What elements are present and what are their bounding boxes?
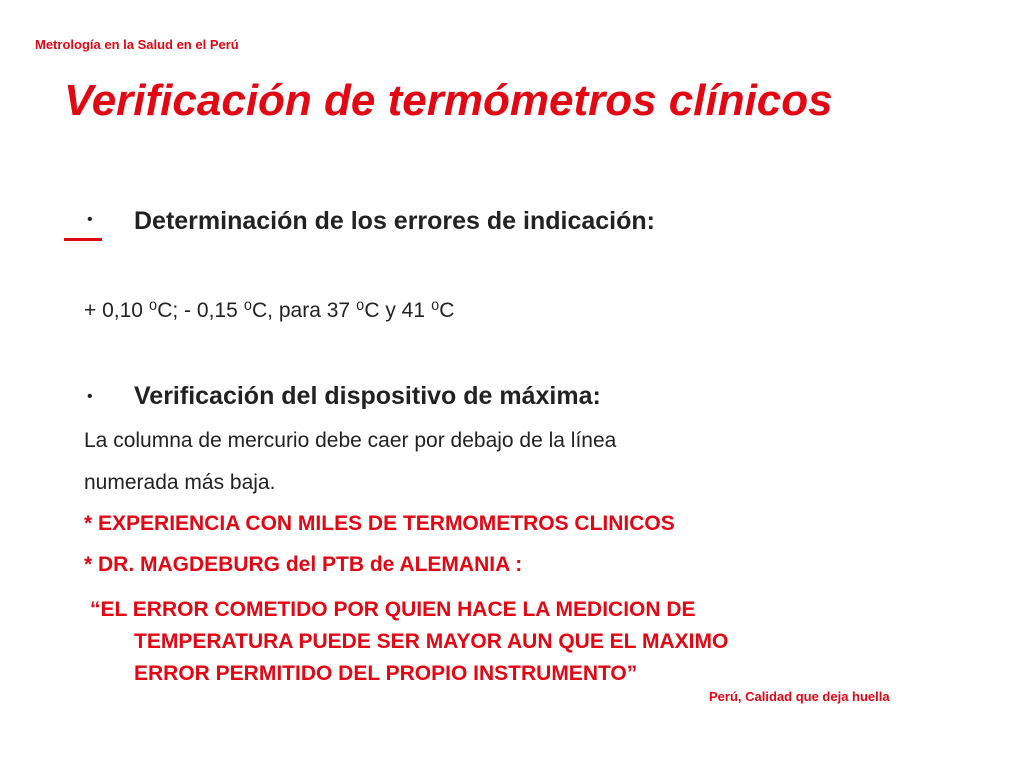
highlight-experience: * EXPERIENCIA CON MILES DE TERMOMETROS CLINICOS <box>84 512 675 535</box>
slide-title: Verificación de termómetros clínicos <box>64 76 833 125</box>
bullet-dot-icon: • <box>87 211 93 228</box>
description-line: La columna de mercurio debe caer por debajo de la línea <box>84 429 617 452</box>
errors-values-line: + 0,10 ⁰C; - 0,15 ⁰C, para 37 ⁰C y 41 ⁰C <box>84 299 455 322</box>
bullet-heading-maximum-device: Verificación del dispositivo de máxima: <box>134 382 601 410</box>
quote-block <box>90 594 850 690</box>
quote-line: “EL ERROR COMETIDO POR QUIEN HACE LA MEDICION DE <box>90 598 696 621</box>
description-line: numerada más baja. <box>84 471 276 494</box>
bullet-dot-icon: • <box>87 388 93 405</box>
underline-mark <box>64 238 102 241</box>
highlight-magdeburg: * DR. MAGDEBURG del PTB de ALEMANIA : <box>84 553 523 576</box>
header-org-label: Metrología en la Salud en el Perú <box>35 37 239 52</box>
footer-tagline: Perú, Calidad que deja huella <box>709 689 890 704</box>
quote-line: ERROR PERMITIDO DEL PROPIO INSTRUMENTO” <box>134 662 638 685</box>
bullet-heading-errors: Determinación de los errores de indicación: <box>134 207 655 235</box>
quote-line: TEMPERATURA PUEDE SER MAYOR AUN QUE EL MAXIMO <box>134 630 729 653</box>
